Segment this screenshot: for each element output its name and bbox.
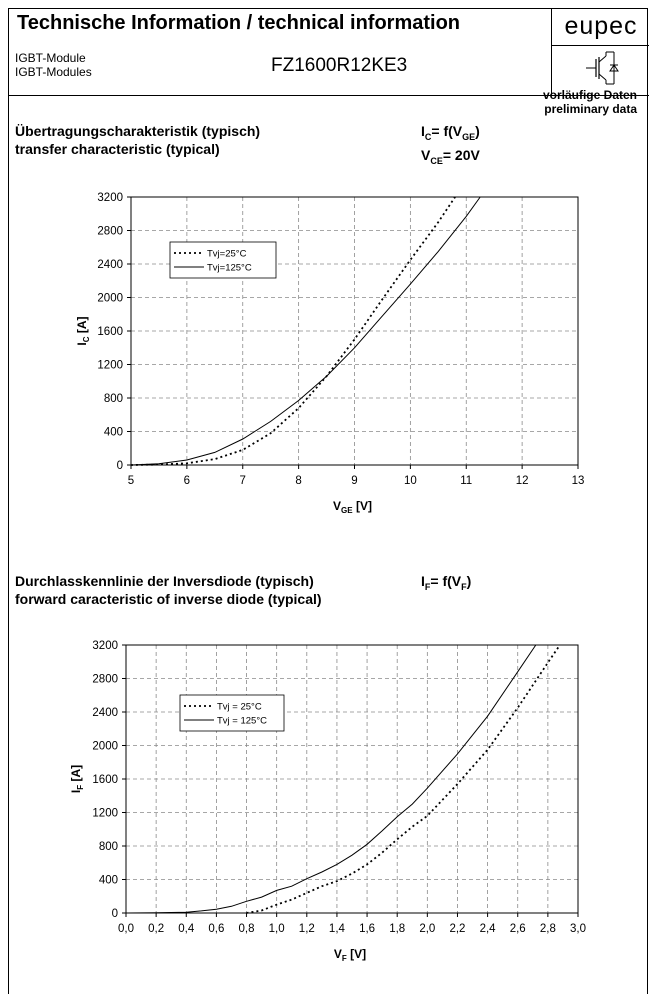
chart1-x-tick-label: 11 (460, 475, 473, 487)
header-title: Technische Information / technical information (17, 12, 461, 34)
chart2-y-tick-label: 1200 (92, 807, 118, 820)
section2-title-en: forward caracteristic of inverse diode (typical) (15, 591, 322, 607)
chart2-y-tick-label: 2800 (92, 673, 118, 686)
chart1-legend-label-1: Tvj=25°C (207, 248, 247, 260)
chart2-x-tick-label: 0,0 (118, 923, 134, 935)
chart1-y-tick-label: 3200 (97, 192, 123, 204)
chart2-y-axis-label: $I_F$ [A] (69, 764, 85, 794)
chart1-legend-label-2: Tvj=125°C (207, 262, 252, 274)
chart2-x-axis-label: $V_F$ [V] (333, 947, 367, 963)
chart2-x-tick-label: 1,8 (389, 923, 406, 935)
chart1-y-tick-label: 0 (116, 460, 123, 472)
chart1-y-tick-label: 400 (103, 426, 123, 439)
chart2-x-tick-label: 0,2 (148, 923, 165, 935)
chart2-x-tick-label: 1,2 (298, 923, 315, 935)
chart1-y-tick-label: 800 (103, 393, 123, 405)
chart1-y-axis-label: $I_C$ [A] (75, 316, 91, 346)
brand-logo: eupec (564, 12, 638, 40)
section1-title-de: Übertragungscharakteristik (typisch) (15, 123, 261, 139)
chart1-x-tick-label: 6 (183, 475, 191, 487)
chart2-y-tick-label: 800 (98, 841, 118, 853)
chart2-x-tick-label: 2,6 (509, 923, 526, 935)
chart2-x-tick-label: 2,4 (479, 923, 496, 935)
chart1-x-tick-label: 8 (295, 475, 302, 487)
chart2-x-tick-label: 0,6 (208, 923, 225, 935)
chart1-x-axis-label: $V_{GE}$ [V] (333, 499, 372, 515)
chart2-y-tick-label: 0 (111, 908, 118, 920)
chart1-x-tick-label: 12 (515, 475, 529, 487)
chart2-x-tick-label: 2,0 (419, 923, 436, 935)
chart1-x-tick-label: 9 (351, 475, 358, 487)
chart2-x-tick-label: 1,6 (359, 923, 376, 935)
chart2-x-tick-label: 0,8 (238, 923, 255, 935)
chart2-x-tick-label: 0,4 (178, 923, 195, 935)
module-type-de: IGBT-Module (15, 51, 86, 65)
status-en: preliminary data (544, 102, 637, 116)
chart1-y-tick-label: 2800 (97, 225, 123, 238)
chart2-x-tick-label: 1,4 (328, 923, 345, 935)
section1-condition: $V_{CE}= 20V$ (421, 146, 480, 166)
module-type-en: IGBT-Modules (15, 65, 92, 79)
chart1-y-tick-label: 2000 (97, 292, 123, 305)
chart2-x-tick-label: 2,2 (449, 923, 466, 935)
chart2-y-tick-label: 400 (98, 874, 118, 887)
chart2-y-tick-label: 2400 (92, 707, 118, 719)
chart1-x-tick-label: 10 (403, 475, 417, 487)
section2-function: $I_F= f(V_F)$ (421, 573, 472, 592)
chart2-x-tick-label: 1,0 (268, 923, 285, 935)
section1-function: $I_C= f(V_{GE})$ (421, 123, 480, 142)
chart1-y-tick-label: 1600 (97, 326, 123, 338)
chart1-x-tick-label: 5 (127, 475, 135, 487)
status-de: vorläufige Daten (542, 88, 637, 102)
chart1-x-tick-label: 7 (239, 475, 246, 487)
chart2-legend-label-1: Tvj = 25°C (217, 701, 262, 713)
chart2-y-tick-label: 3200 (92, 640, 118, 652)
chart2-x-tick-label: 2,8 (539, 923, 556, 935)
part-number: FZ1600R12KE3 (271, 55, 408, 76)
chart2-y-tick-label: 1600 (92, 774, 118, 786)
chart1-y-tick-label: 1200 (97, 359, 123, 372)
chart2-x-tick-label: 3,0 (570, 923, 586, 935)
chart2-legend-label-2: Tvj = 125°C (217, 715, 268, 727)
section1-title-en: transfer characteristic (typical) (15, 141, 220, 157)
chart1-y-tick-label: 2400 (97, 259, 123, 271)
section2-title-de: Durchlasskennlinie der Inversdiode (typisch) (15, 573, 314, 589)
chart2-y-tick-label: 2000 (92, 740, 118, 753)
chart1-x-tick-label: 13 (571, 475, 585, 487)
